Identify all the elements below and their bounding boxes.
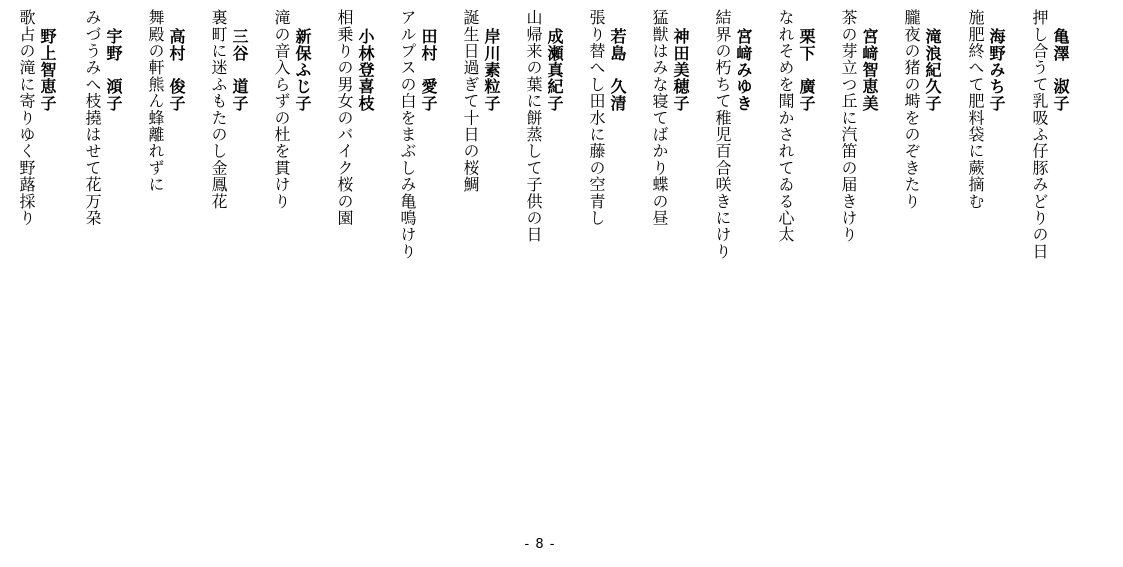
author-name: 岸川素粒子 (482, 28, 501, 112)
haiku-text: 舞殿の軒熊ん蜂離れずに (146, 9, 165, 193)
haiku-text: 猛獣はみな寝てばかり蝶の昼 (650, 9, 669, 227)
page-number: - 8 - (524, 537, 556, 552)
haiku-text: 裏町に迷ふもたのし金鳳花 (209, 9, 228, 210)
author-name: 三谷 道子 (230, 28, 249, 112)
author-name: 亀澤 淑子 (1051, 28, 1070, 112)
haiku-text: 朧夜の猪の塒をのぞきたり (902, 9, 921, 210)
haiku-text: 結界の朽ちて稚児百合咲きにけり (713, 9, 732, 260)
author-name: 若島 久清 (608, 28, 627, 112)
author-name: 成瀬真紀子 (545, 28, 564, 112)
author-name: 神田美穂子 (671, 28, 690, 112)
author-name: 新保ふじ子 (293, 28, 312, 112)
haiku-text: 誕生日過ぎて十日の桜鯛 (461, 9, 480, 193)
author-name: 田村 愛子 (419, 28, 438, 112)
author-name: 栗下 廣子 (797, 28, 816, 112)
author-name: 滝浪紀久子 (923, 28, 942, 112)
haiku-text: 押し合うて乳吸ふ仔豚みどりの日 (1030, 9, 1049, 260)
haiku-text: 山帰来の葉に餅蒸して子供の日 (524, 9, 543, 243)
haiku-text: 施肥終へて肥料袋に蕨摘む (966, 9, 985, 210)
haiku-text: 茶の芽立つ丘に汽笛の届きけり (839, 9, 858, 243)
author-name: 宇野 澒子 (104, 28, 123, 112)
haiku-text: 相乗りの男女のバイク桜の園 (335, 9, 354, 227)
author-name: 野上智恵子 (38, 28, 57, 112)
haiku-text: なれそめを聞かされてゐる心太 (776, 9, 795, 243)
author-name: 海野みち子 (987, 28, 1006, 112)
haiku-text: みづうみへ枝撓はせて花万朶 (83, 9, 102, 227)
haiku-text: アルプスの白をまぶしみ亀鳴けり (398, 9, 417, 260)
haiku-text: 滝の音入らずの杜を貫けり (272, 9, 291, 210)
haiku-text: 張り替へし田水に藤の空青し (587, 9, 606, 227)
author-name: 高村 俊子 (167, 28, 186, 112)
author-name: 宮﨑みゆき (734, 28, 753, 112)
haiku-text: 歌占の滝に寄りゆく野蕗採り (17, 9, 36, 227)
author-name: 小林登喜枝 (356, 28, 375, 112)
author-name: 宮﨑智恵美 (860, 28, 879, 112)
